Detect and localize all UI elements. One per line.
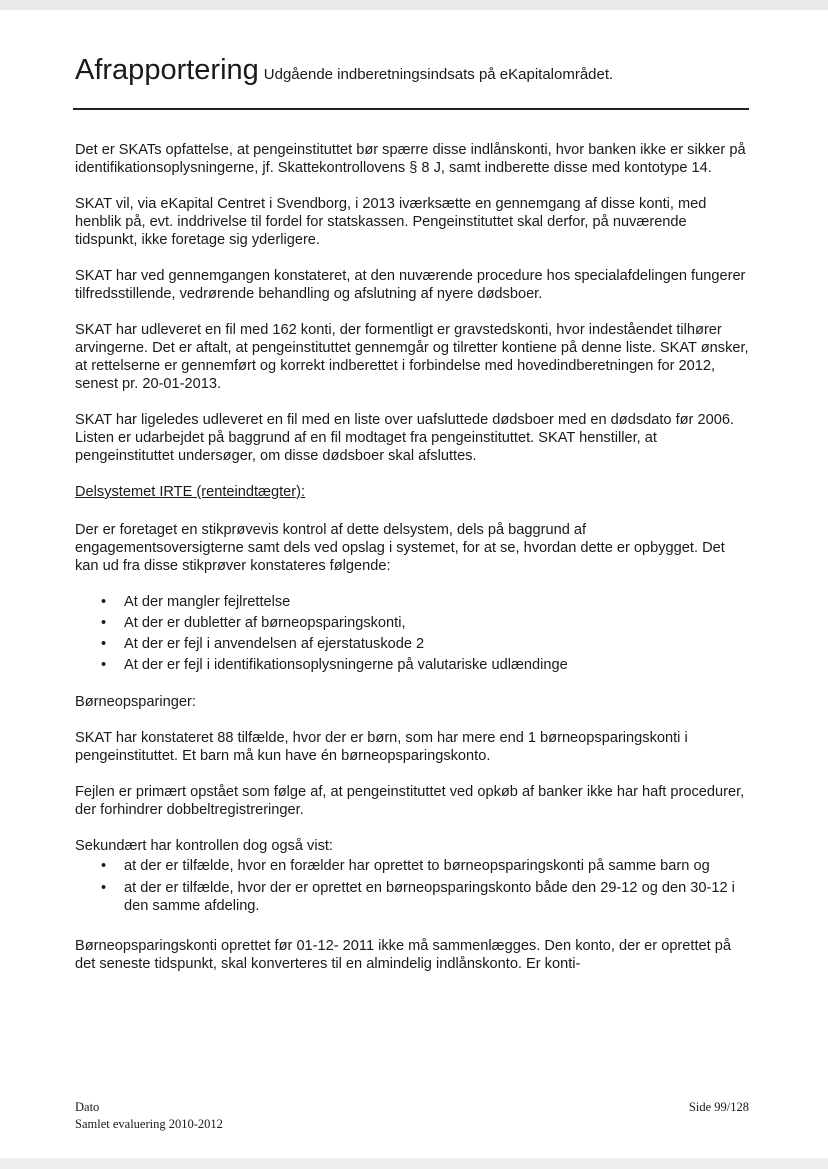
footer-document-name: Samlet evaluering 2010-2012 [75, 1117, 223, 1131]
paragraph: SKAT har udleveret en fil med 162 konti, der formentligt er gravstedskonti, hvor indeståendet tilhører arvingerne. Det er aftalt, at pengeinstituttet gennemgår og tilretter kontiene på denne liste. SKAT ønsker, at rettelserne er gennemført og korrekt indberettet i forbindelse med hovedindberetningen for 2012, senest pr. 20-01-2013. [75, 322, 749, 392]
paragraph: SKAT har konstateret 88 tilfælde, hvor der er børn, som har mere end 1 børneopsparingskonti i pengeinstituttet. Et barn må kun have én børneopsparingskonto. [75, 730, 688, 764]
bullet-icon: • [101, 858, 107, 874]
subsection-label: Børneopsparinger: [75, 694, 196, 710]
list-item: • At der er fejl i anvendelsen af ejerstatuskode 2 [101, 636, 425, 652]
bullet-icon: • [101, 880, 107, 896]
page-title: Afrapportering [75, 54, 259, 86]
paragraph: SKAT har ved gennemgangen konstateret, at den nuværende procedure hos specialafdelingen fungerer tilfredsstillende, vedrørende behandling og afslutning af nyere dødsboer. [75, 268, 746, 302]
list-item: • at der er tilfælde, hvor en forælder har oprettet to børneopsparingskonti på samme barn og [101, 858, 710, 874]
paragraph: Børneopsparingskonti oprettet før 01-12- 2011 ikke må sammenlægges. Den konto, der er oprettet på det seneste tidspunkt, skal konverteres til en almindelig indlånskonto. Er konti- [75, 938, 731, 972]
footer-date-label: Dato [75, 1100, 100, 1114]
list-item: • At der mangler fejlrettelse [101, 594, 291, 610]
bullet-icon: • [101, 657, 107, 673]
findings-list [75, 593, 751, 674]
page-subtitle: Udgående indberetningsindsats på eKapitalområdet. [263, 66, 614, 83]
scan-bottom-edge [0, 1158, 828, 1169]
paragraph: SKAT vil, via eKapital Centret i Svendborg, i 2013 iværksætte en gennemgang af disse konti, med henblik på, evt. inddrivelse til fordel for statskassen. Pengeinstituttet skal derfor, på nuværende tidspunkt, ikke foretage sig yderligere. [75, 196, 707, 248]
page-header [75, 54, 755, 87]
section-heading: Delsystemet IRTE (renteindtægter): [75, 484, 306, 500]
list-item: • At der er dubletter af børneopsparingskonti, [101, 615, 406, 631]
scan-top-edge [0, 0, 828, 10]
bullet-icon: • [101, 594, 107, 610]
bullet-icon: • [101, 636, 107, 652]
document-body [75, 141, 751, 991]
paragraph: SKAT har ligeledes udleveret en fil med en liste over uafsluttede dødsboer med en dødsdato før 2006. Listen er udarbejdet på baggrund af en fil modtaget fra pengeinstituttet. SKAT henstiller, at pengeinstituttet undersøger, om disse dødsboer skal afsluttes. [75, 412, 734, 464]
paragraph: Fejlen er primært opstået som følge af, at pengeinstituttet ved opkøb af banker ikke har haft procedurer, der forhindrer dobbeltregistreringer. [75, 784, 745, 818]
list-item: • At der er fejl i identifikationsoplysningerne på valutariske udlændinge [101, 657, 568, 673]
page-number: Side 99/128 [688, 1100, 749, 1114]
paragraph: Der er foretaget en stikprøvevis kontrol af dette delsystem, dels på baggrund af engagementsoversigterne samt dels ved opslag i systemet, for at se, hvordan dette er opbygget. Det kan ud fra disse stikprøver konstateres følgende: [75, 522, 725, 574]
paragraph: Det er SKATs opfattelse, at pengeinstituttet bør spærre disse indlånskonti, hvor banken ikke er sikker på identifikationsoplysningerne, jf. Skattekontrollovens § 8 J, samt indberette disse med kontotype 14. [75, 142, 746, 176]
page-footer [75, 1099, 751, 1133]
secondary-findings-list [75, 857, 751, 915]
paragraph: Sekundært har kontrollen dog også vist: [75, 838, 333, 854]
bullet-icon: • [101, 615, 107, 631]
list-item: • at der er tilfælde, hvor der er oprettet en børneopsparingskonto både den 29-12 og den 30-12 i den samme afdeling. [101, 880, 735, 914]
header-rule [73, 108, 749, 110]
